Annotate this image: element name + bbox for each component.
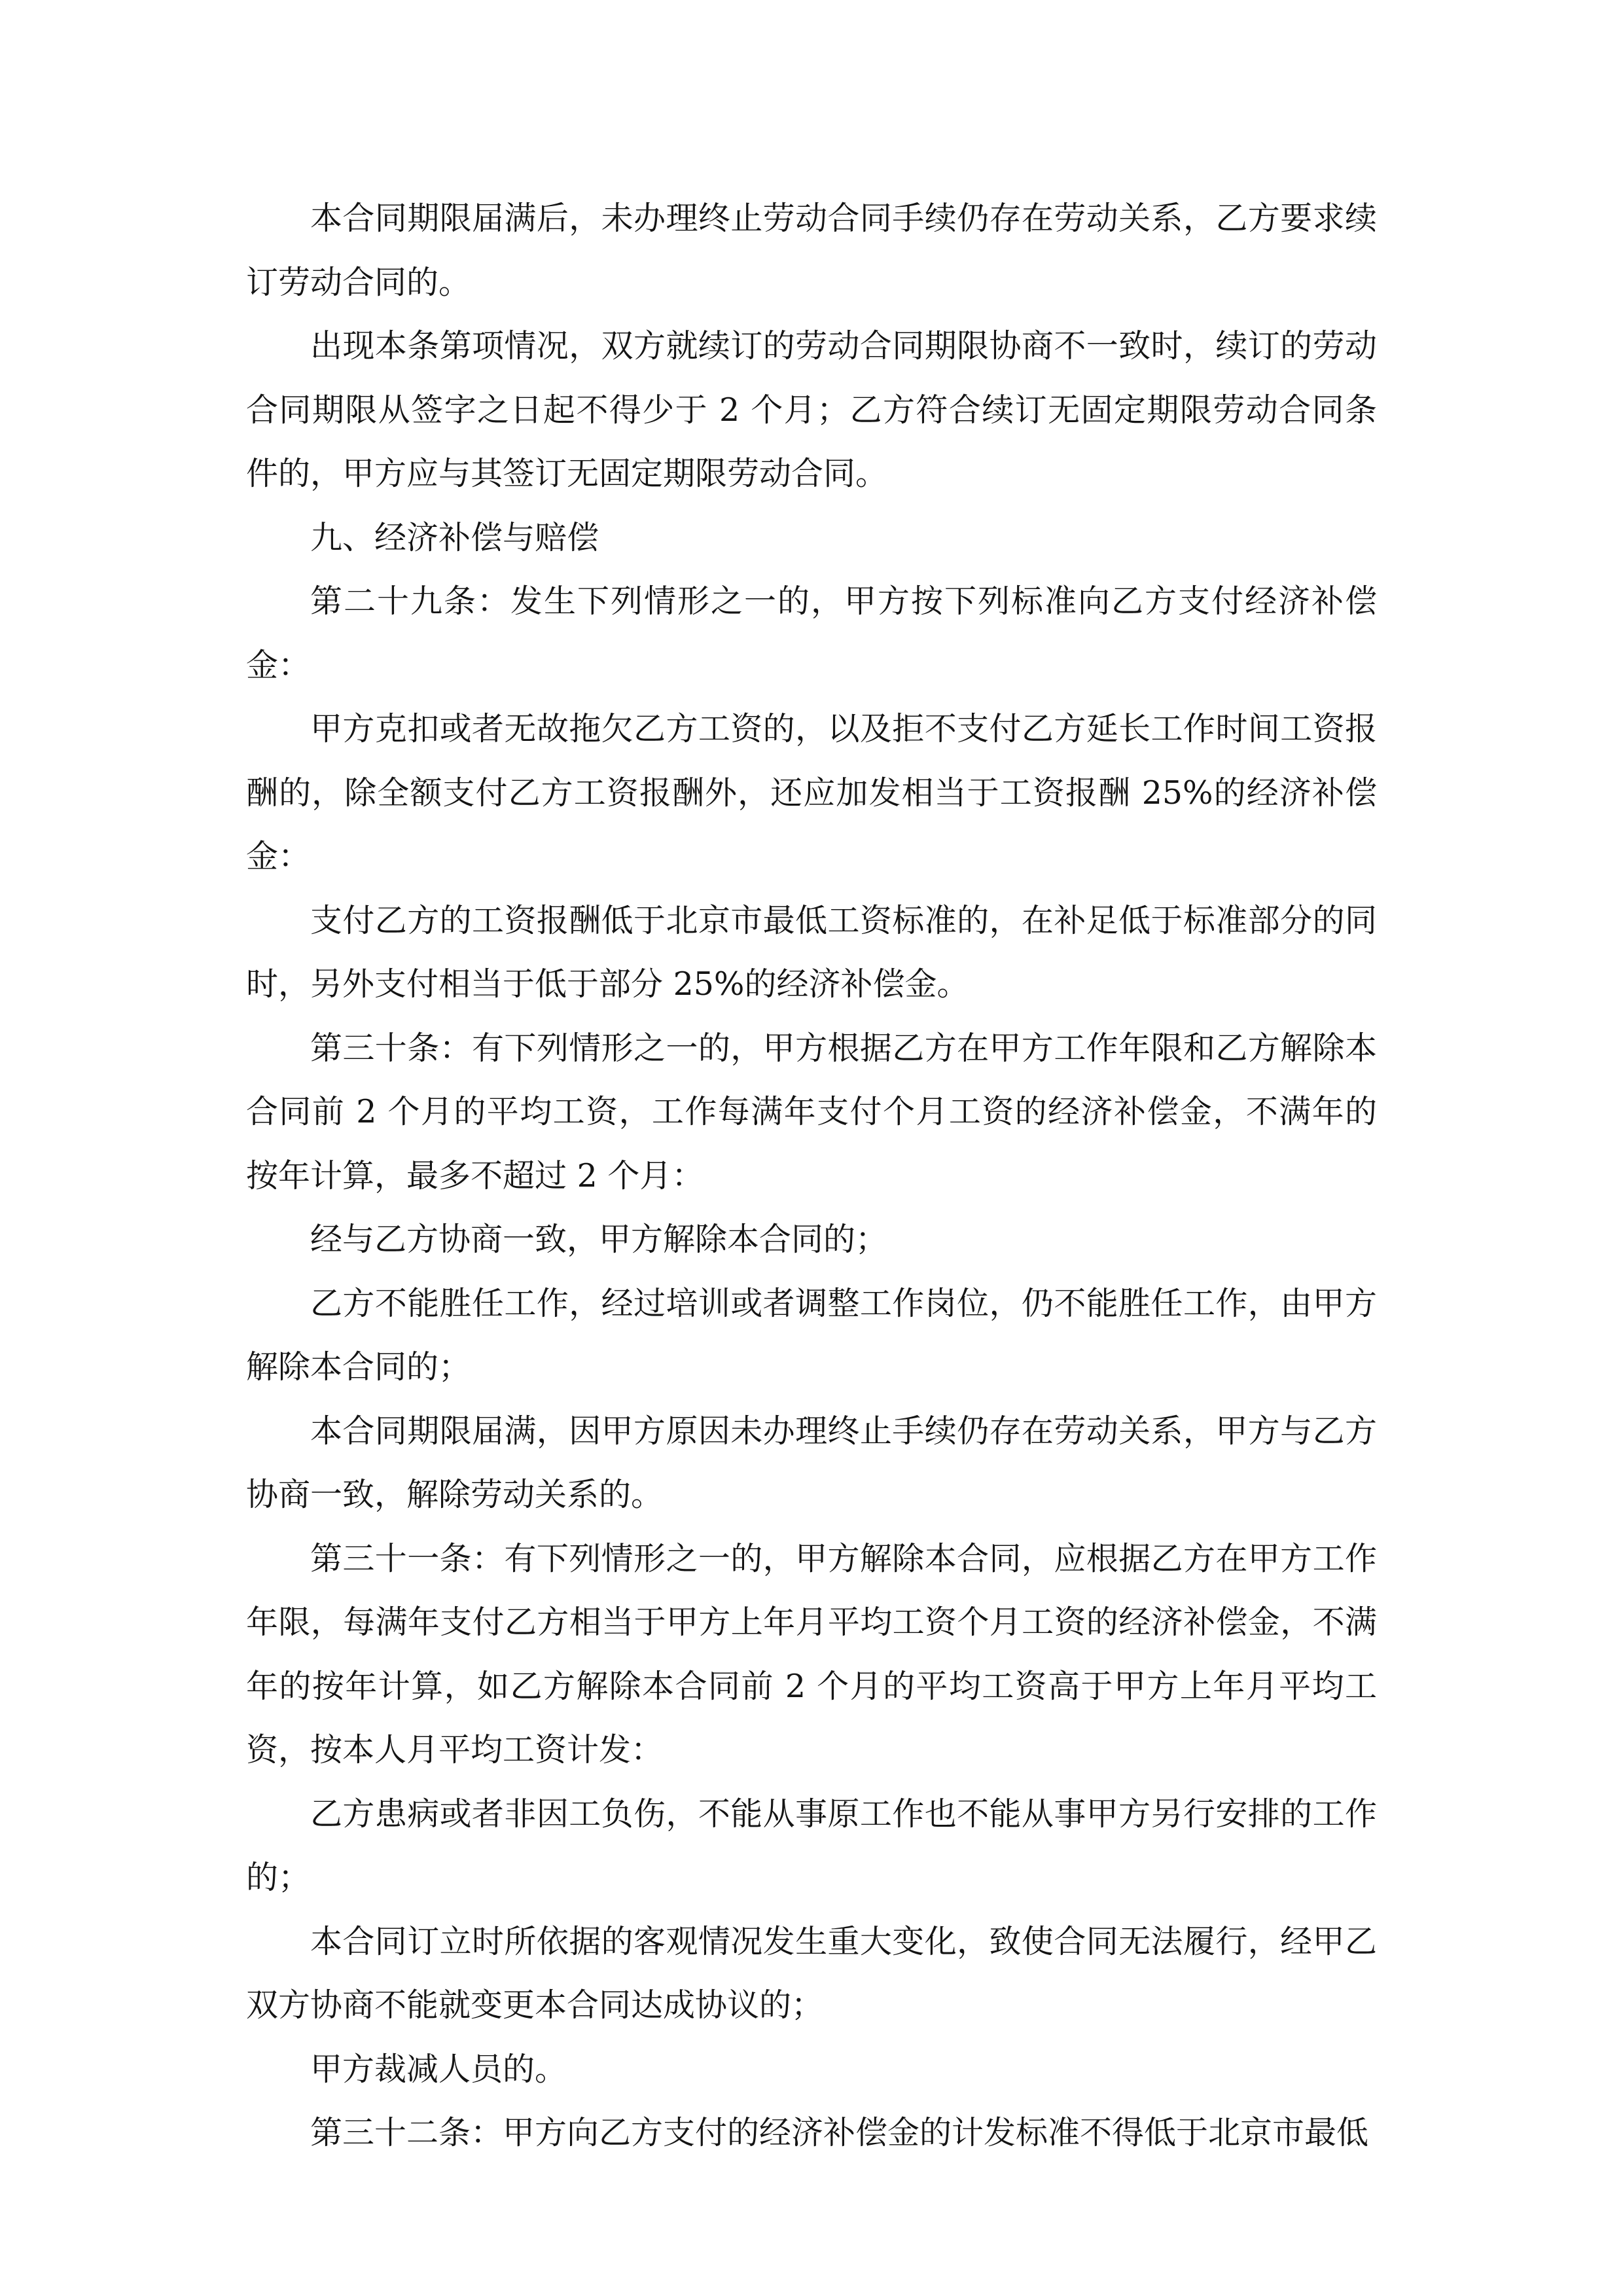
paragraph: 支付乙方的工资报酬低于北京市最低工资标准的，在补足低于标准部分的同时，另外支付相当于低于部分 25%的经济补偿金。 (246, 901, 1377, 1003)
paragraph: 乙方患病或者非因工负伤，不能从事原工作也不能从事甲方另行安排的工作的； (246, 1795, 1377, 1896)
paragraph: 甲方裁减人员的。 (310, 2050, 567, 2088)
article-31: 第三十一条：有下列情形之一的，甲方解除本合同，应根据乙方在甲方工作年限，每满年支付乙方相当于甲方上年月平均工资个月工资的经济补偿金，不满年的按年计算，如乙方解除本合同前 2 个月的平均工资高于甲方上年月平均工资，按本人月平均工资计发： (246, 1539, 1377, 1768)
paragraph: 出现本条第项情况，双方就续订的劳动合同期限协商不一致时，续订的劳动合同期限从签字之日起不得少于 2 个月；乙方符合续订无固定期限劳动合同条件的，甲方应与其签订无固定期限劳动合同。 (246, 327, 1377, 492)
article-30: 第三十条：有下列情形之一的，甲方根据乙方在甲方工作年限和乙方解除本合同前 2 个月的平均工资，工作每满年支付个月工资的经济补偿金，不满年的按年计算，最多不超过 2 个月： (246, 1029, 1377, 1194)
paragraph: 甲方克扣或者无故拖欠乙方工资的，以及拒不支付乙方延长工作时间工资报酬的，除全额支付乙方工资报酬外，还应加发相当于工资报酬 25%的经济补偿金： (246, 710, 1377, 875)
article-32: 第三十二条：甲方向乙方支付的经济补偿金的计发标准不得低于北京市最低 (310, 2114, 1369, 2151)
paragraph: 本合同订立时所依据的客观情况发生重大变化，致使合同无法履行，经甲乙双方协商不能就变更本合同达成协议的； (246, 1922, 1377, 2024)
paragraph: 乙方不能胜任工作，经过培训或者调整工作岗位，仍不能胜任工作，由甲方解除本合同的； (246, 1284, 1377, 1386)
paragraph: 经与乙方协商一致，甲方解除本合同的； (310, 1221, 888, 1258)
document-body (246, 187, 1377, 2165)
paragraph: 本合同期限届满后，未办理终止劳动合同手续仍存在劳动关系，乙方要求续订劳动合同的。 (246, 200, 1377, 301)
paragraph: 本合同期限届满，因甲方原因未办理终止手续仍存在劳动关系，甲方与乙方协商一致，解除劳动关系的。 (246, 1412, 1377, 1513)
section-heading: 九、经济补偿与赔偿 (310, 518, 599, 556)
article-29: 第二十九条：发生下列情形之一的，甲方按下列标准向乙方支付经济补偿金： (246, 583, 1377, 684)
